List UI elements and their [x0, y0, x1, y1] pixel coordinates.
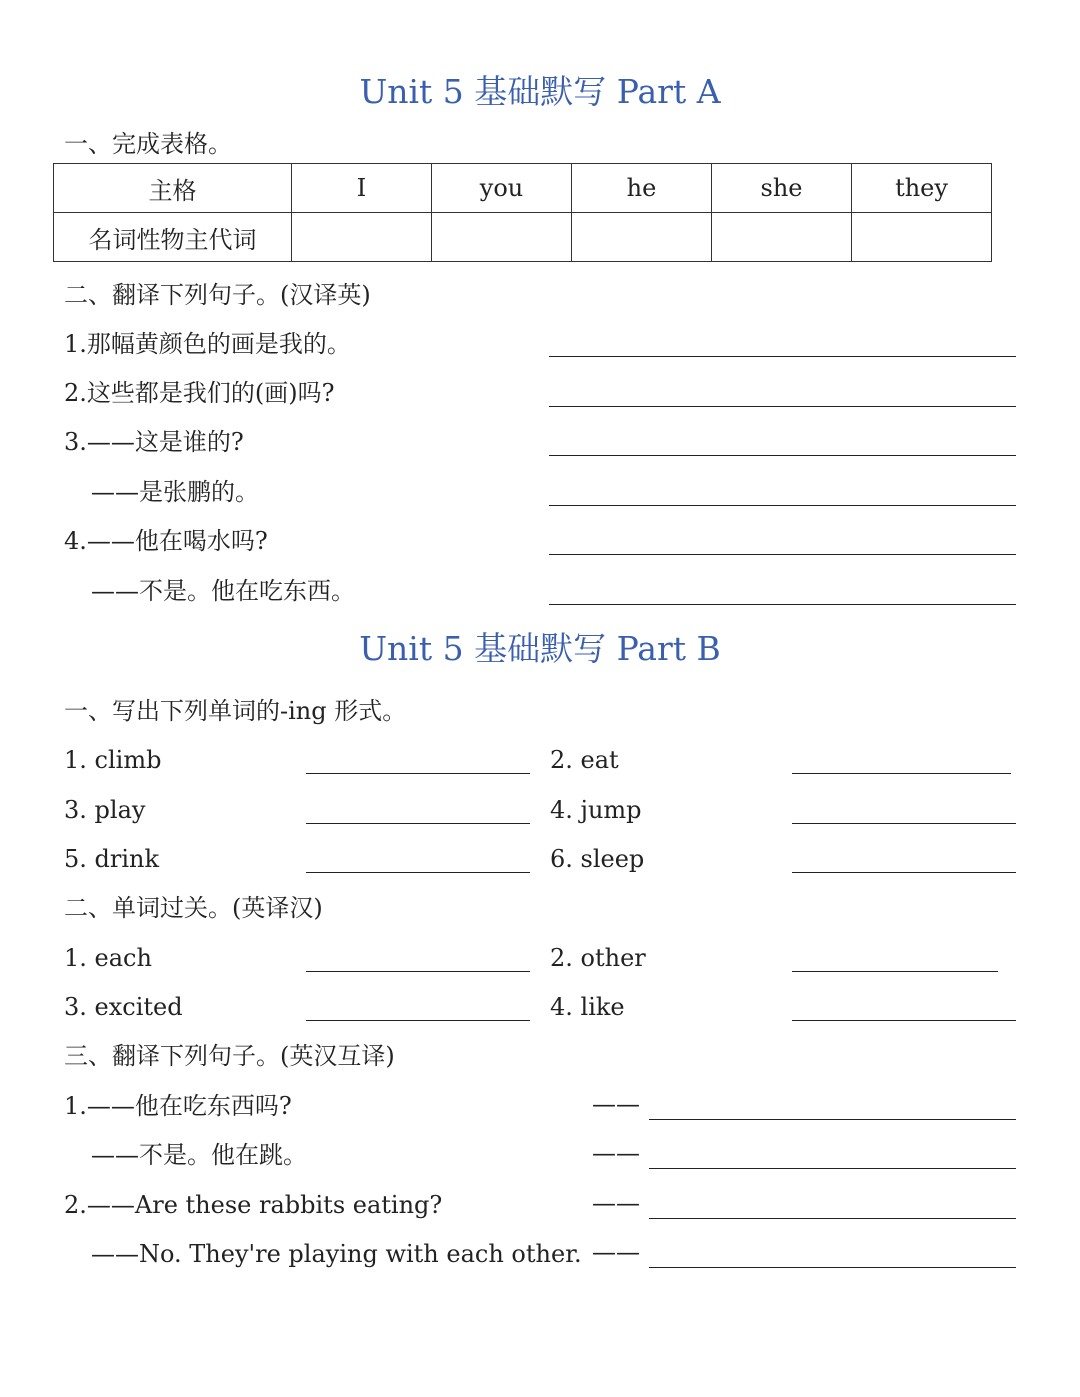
sentence-item: 1.那幅黄颜色的画是我的。: [64, 330, 351, 358]
word-item: 5. drink: [64, 845, 160, 873]
answer-cell[interactable]: [712, 213, 852, 262]
answer-cell[interactable]: [572, 213, 712, 262]
answer-line[interactable]: [649, 1267, 1016, 1268]
answer-line[interactable]: [649, 1119, 1016, 1120]
section-heading-complete-table: 一、完成表格。: [64, 130, 232, 158]
dash-prefix: ——: [592, 1189, 640, 1217]
word-item: 4. like: [550, 993, 625, 1021]
word-item: 3. play: [64, 796, 146, 824]
table-cell: I: [292, 164, 432, 213]
table-cell: he: [572, 164, 712, 213]
answer-cell[interactable]: [292, 213, 432, 262]
answer-line[interactable]: [549, 455, 1016, 456]
answer-line[interactable]: [549, 554, 1016, 555]
answer-line[interactable]: [792, 1020, 1016, 1021]
dash-prefix: ——: [592, 1090, 640, 1118]
word-item: 1. each: [64, 944, 152, 972]
sentence-item: ——是张鹏的。: [91, 478, 259, 506]
answer-line[interactable]: [649, 1218, 1016, 1219]
word-item: 1. climb: [64, 746, 162, 774]
pronoun-table: [53, 163, 992, 262]
table-cell-header: 名词性物主代词: [54, 213, 292, 262]
word-item: 6. sleep: [550, 845, 645, 873]
answer-cell[interactable]: [852, 213, 992, 262]
section-heading-translate-cn-en: 二、翻译下列句子。(汉译英): [64, 281, 371, 309]
sentence-item: 1.——他在吃东西吗?: [64, 1092, 292, 1120]
answer-line[interactable]: [549, 604, 1016, 605]
section-heading-translate-mixed: 三、翻译下列句子。(英汉互译): [64, 1042, 395, 1070]
sentence-item: ——No. They're playing with each other.: [91, 1240, 582, 1268]
sentence-item: ——不是。他在跳。: [91, 1141, 307, 1169]
section-heading-ing-form: 一、写出下列单词的-ing 形式。: [64, 697, 407, 725]
answer-line[interactable]: [549, 356, 1016, 357]
answer-line[interactable]: [792, 971, 998, 972]
answer-line[interactable]: [306, 1020, 530, 1021]
word-item: 4. jump: [550, 796, 642, 824]
sentence-item: 2.——Are these rabbits eating?: [64, 1191, 443, 1219]
sentence-item: 4.——他在喝水吗?: [64, 527, 268, 555]
word-item: 2. eat: [550, 746, 619, 774]
sentence-item: 3.——这是谁的?: [64, 428, 244, 456]
answer-cell[interactable]: [432, 213, 572, 262]
answer-line[interactable]: [792, 773, 1011, 774]
answer-line[interactable]: [649, 1168, 1016, 1169]
answer-line[interactable]: [792, 872, 1016, 873]
dash-prefix: ——: [592, 1139, 640, 1167]
answer-line[interactable]: [792, 823, 1016, 824]
table-cell: she: [712, 164, 852, 213]
word-item: 3. excited: [64, 993, 183, 1021]
table-cell: they: [852, 164, 992, 213]
answer-line[interactable]: [549, 505, 1016, 506]
answer-line[interactable]: [306, 872, 530, 873]
table-row: [54, 213, 992, 262]
answer-line[interactable]: [306, 971, 530, 972]
table-row: [54, 164, 992, 213]
table-cell: you: [432, 164, 572, 213]
sentence-item: 2.这些都是我们的(画)吗?: [64, 379, 335, 407]
part-b-title: Unit 5 基础默写 Part B: [359, 629, 721, 668]
dash-prefix: ——: [592, 1238, 640, 1266]
answer-line[interactable]: [306, 823, 530, 824]
part-a-title: Unit 5 基础默写 Part A: [359, 72, 721, 111]
table-cell-header: 主格: [54, 164, 292, 213]
answer-line[interactable]: [549, 406, 1016, 407]
answer-line[interactable]: [306, 773, 530, 774]
sentence-item: ——不是。他在吃东西。: [91, 577, 355, 605]
word-item: 2. other: [550, 944, 646, 972]
section-heading-vocab: 二、单词过关。(英译汉): [64, 894, 323, 922]
